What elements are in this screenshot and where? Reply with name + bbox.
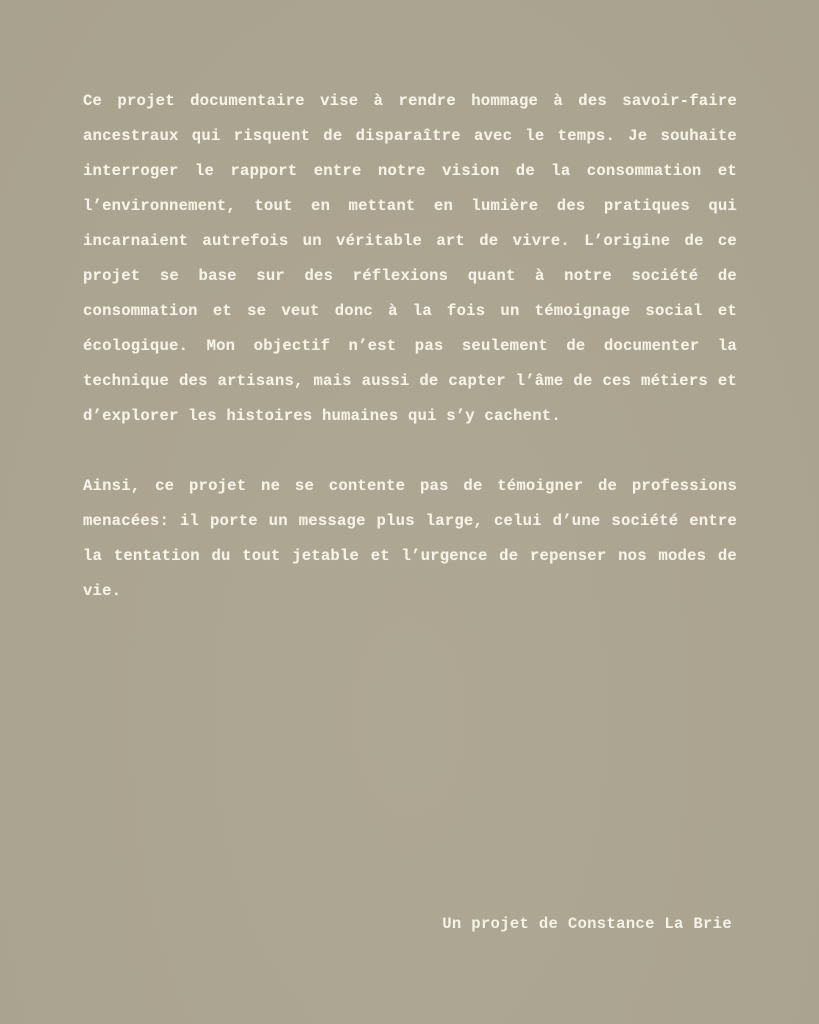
paragraph-conclusion: Ainsi, ce projet ne se contente pas de témoigner de professions menacées: il porte un message plus large, celui d’une société entre la tentation du tout jetable et l’urgence de repenser nos modes de vie. [83, 477, 737, 600]
author-signature: Un projet de Constance La Brie [442, 915, 732, 933]
document-body [83, 84, 737, 609]
paragraph-intro: Ce projet documentaire vise à rendre hommage à des savoir-faire ancestraux qui risquent de disparaître avec le temps. Je souhaite interroger le rapport entre notre vision de la consommation et l’environnement, tout en mettant en lumière des pratiques qui incarnaient autrefois un véritable art de vivre. L’origine de ce projet se base sur des réflexions quant à notre société de consommation et se veut donc à la fois un témoignage social et écologique. Mon objectif n’est pas seulement de documenter la technique des artisans, mais aussi de capter l’âme de ces métiers et d’explorer les histoires humaines qui s’y cachent. [83, 92, 737, 425]
